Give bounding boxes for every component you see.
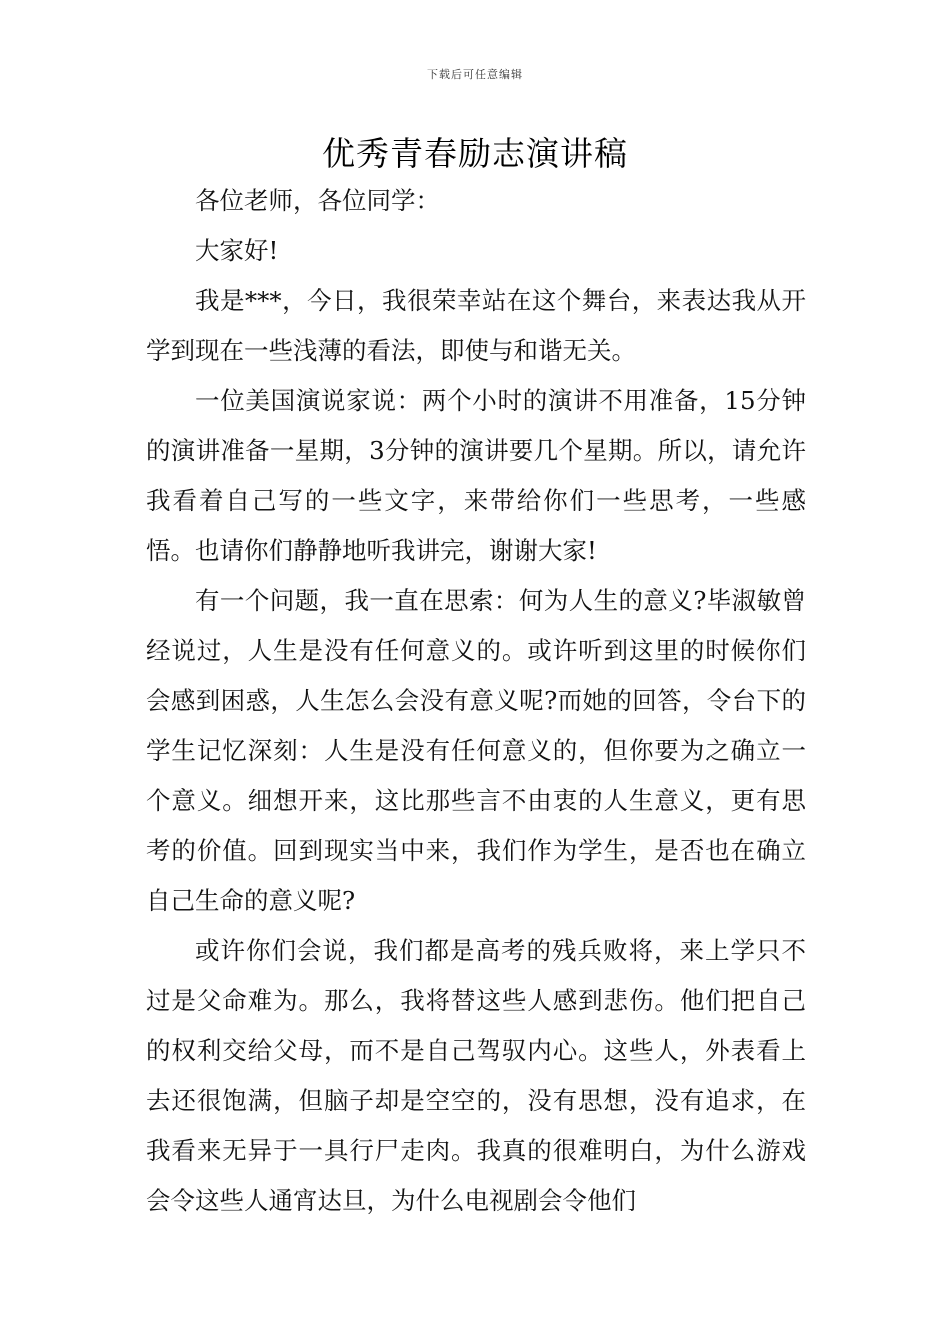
paragraph-greeting: 各位老师，各位同学： — [195, 186, 440, 215]
document-body — [146, 176, 806, 1226]
header-note: 下载后可任意编辑 — [427, 68, 523, 81]
paragraph-meaning-of-life: 有一个问题，我一直在思索：何为人生的意义?毕淑敏曾经说过，人生是没有任何意义的。或许听到这里的时候你们会感到困惑，人生怎么会没有意义呢?而她的回答，令台下的学生记忆深刻：人生是没有任何意义的，但你要为之确立一个意义。细想开来，这比那些言不由衷的人生意义，更有思考的价值。回到现实当中来，我们作为学生，是否也在确立自己生命的意义呢? — [146, 586, 806, 915]
paragraph-intro: 我是***，今日，我很荣幸站在这个舞台，来表达我从开学到现在一些浅薄的看法，即使与和谐无关。 — [146, 286, 806, 365]
page-title: 优秀青春励志演讲稿 — [322, 134, 628, 173]
paragraph-speaker-quote: 一位美国演说家说：两个小时的演讲不用准备，15分钟的演讲准备一星期，3分钟的演讲要几个星期。所以，请允许我看着自己写的一些文字，来带给你们一些思考，一些感悟。也请你们静静地听我讲完，谢谢大家! — [146, 386, 806, 565]
paragraph-hello: 大家好! — [195, 236, 279, 265]
paragraph-students: 或许你们会说，我们都是高考的残兵败将，来上学只不过是父命难为。那么，我将替这些人感到悲伤。他们把自己的权利交给父母，而不是自己驾驭内心。这些人，外表看上去还很饱满，但脑子却是空空的，没有思想，没有追求，在我看来无异于一具行尸走肉。我真的很难明白，为什么游戏会令这些人通宵达旦，为什么电视剧会令他们 — [146, 936, 806, 1215]
